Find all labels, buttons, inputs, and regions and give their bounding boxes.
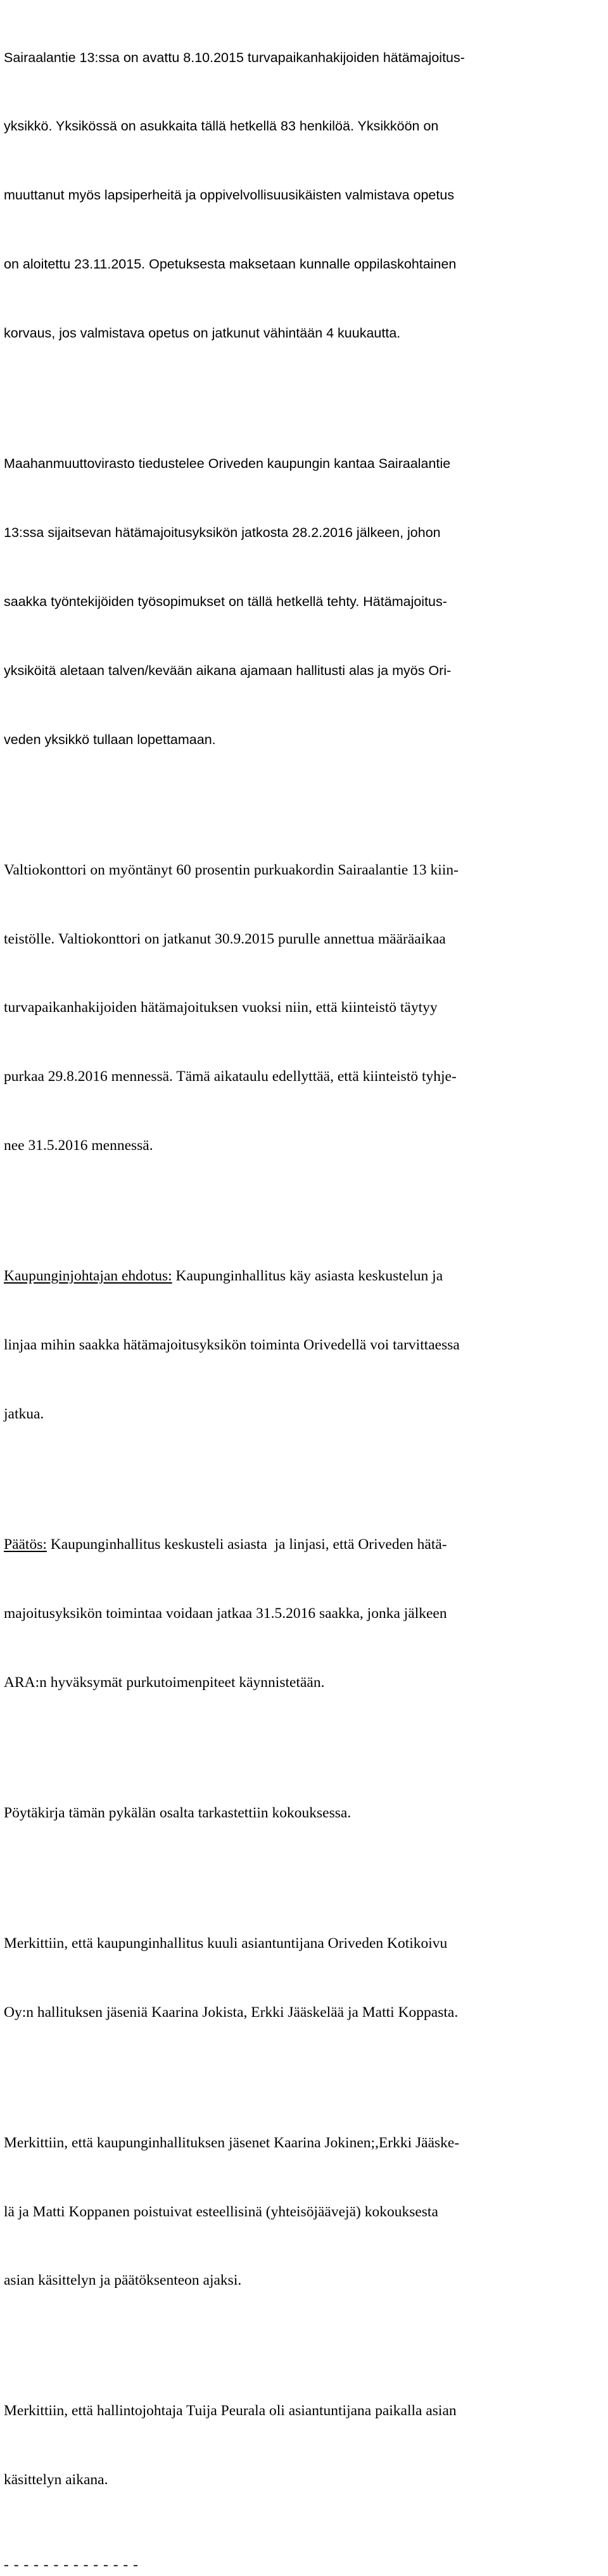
text-line: yksiköitä aletaan talven/kevään aikana ajamaan hallitusti alas ja myös Ori- xyxy=(4,662,452,678)
text-line: lä ja Matti Koppanen poistuivat esteellisinä (yhteisöjäävejä) kokouksesta xyxy=(4,2203,438,2220)
decision-label: Päätös: xyxy=(4,1536,47,1553)
text-line: Merkittiin, että kaupunginhallituksen jäsenet Kaarina Jokinen;,Erkki Jääske- xyxy=(4,2134,460,2151)
text-line: Oy:n hallituksen jäseniä Kaarina Jokista, Erkki Jääskelää ja Matti Koppasta. xyxy=(4,2004,459,2021)
text-line: Maahanmuuttovirasto tiedustelee Oriveden kaupungin kantaa Sairaalantie xyxy=(4,456,451,472)
text-line: linjaa mihin saakka hätämajoitusyksikön toiminta Orivedellä voi tarvittaessa xyxy=(4,1337,460,1354)
text-line: Merkittiin, että kaupunginhallitus kuuli asiantuntijana Oriveden Kotikoivu xyxy=(4,1935,448,1952)
text-line: jatkua. xyxy=(4,1406,44,1423)
text-line: ARA:n hyväksymät purkutoimenpiteet käynnistetään. xyxy=(4,1674,325,1691)
text-line: on aloitettu 23.11.2015. Opetuksesta maksetaan kunnalle oppilaskohtainen xyxy=(4,256,457,272)
text-line: käsittelyn aikana. xyxy=(4,2472,108,2489)
text-line: teistölle. Valtiokonttori on jatkanut 30.9.2015 purulle annettua määräaikaa xyxy=(4,930,446,947)
paragraph-minutes-checked xyxy=(4,1755,605,1870)
paragraph-experts-heard xyxy=(4,1886,605,2069)
text-line: Pöytäkirja tämän pykälän osalta tarkastettiin kokouksessa. xyxy=(4,1804,352,1821)
text-line: korvaus, jos valmistava opetus on jatkunut vähintään 4 kuukautta. xyxy=(4,325,401,341)
paragraph-disqualified-members xyxy=(4,2085,605,2338)
text-line: asian käsittelyn ja päätöksenteon ajaksi. xyxy=(4,2272,242,2289)
paragraph-emergency-unit xyxy=(4,0,605,391)
text-line: nee 31.5.2016 mennessä. xyxy=(4,1137,153,1154)
text-line: Kaupunginhallitus keskusteli asiasta ja linjasi, että Oriveden hätä- xyxy=(46,1536,447,1553)
text-line: saakka työntekijöiden työsopimukset on tällä hetkellä tehty. Hätämajoitus- xyxy=(4,593,447,609)
text-line: majoitusyksikön toimintaa voidaan jatkaa 31.5.2016 saakka, jonka jälkeen xyxy=(4,1605,447,1622)
paragraph-migri-inquiry xyxy=(4,407,605,797)
paragraph-mayor-proposal xyxy=(4,1219,605,1472)
proposal-label: Kaupunginjohtajan ehdotus: xyxy=(4,1268,172,1285)
text-line: Kaupunginhallitus käy asiasta keskustelun ja xyxy=(172,1268,443,1285)
text-line: yksikkö. Yksikössä on asukkaita tällä hetkellä 83 henkilöä. Yksikköön on xyxy=(4,118,439,134)
text-line: Sairaalantie 13:ssa on avattu 8.10.2015 turvapaikanhakijoiden hätämajoitus- xyxy=(4,49,465,65)
section-separator: - - - - - - - - - - - - - - xyxy=(4,2556,139,2573)
text-line: veden yksikkö tullaan lopettamaan. xyxy=(4,731,216,747)
text-line: Merkittiin, että hallintojohtaja Tuija Peurala oli asiantuntijana paikalla asian xyxy=(4,2402,457,2420)
text-line: muuttanut myös lapsiperheitä ja oppivelvollisuusikäisten valmistava opetus xyxy=(4,187,455,203)
text-line: 13:ssa sijaitsevan hätämajoitusyksikön jatkosta 28.2.2016 jälkeen, johon xyxy=(4,525,441,541)
paragraph-state-treasury xyxy=(4,812,605,1203)
paragraph-administrative-director xyxy=(4,2354,605,2537)
paragraph-decision xyxy=(4,1487,605,1739)
document-body xyxy=(4,0,605,2576)
text-line: purkaa 29.8.2016 mennessä. Tämä aikataulu edellyttää, että kiinteistö tyhje- xyxy=(4,1068,457,1085)
text-line: turvapaikanhakijoiden hätämajoituksen vuoksi niin, että kiinteistö täytyy xyxy=(4,999,438,1016)
text-line: Valtiokonttori on myöntänyt 60 prosentin purkuakordin Sairaalantie 13 kiin- xyxy=(4,861,459,878)
